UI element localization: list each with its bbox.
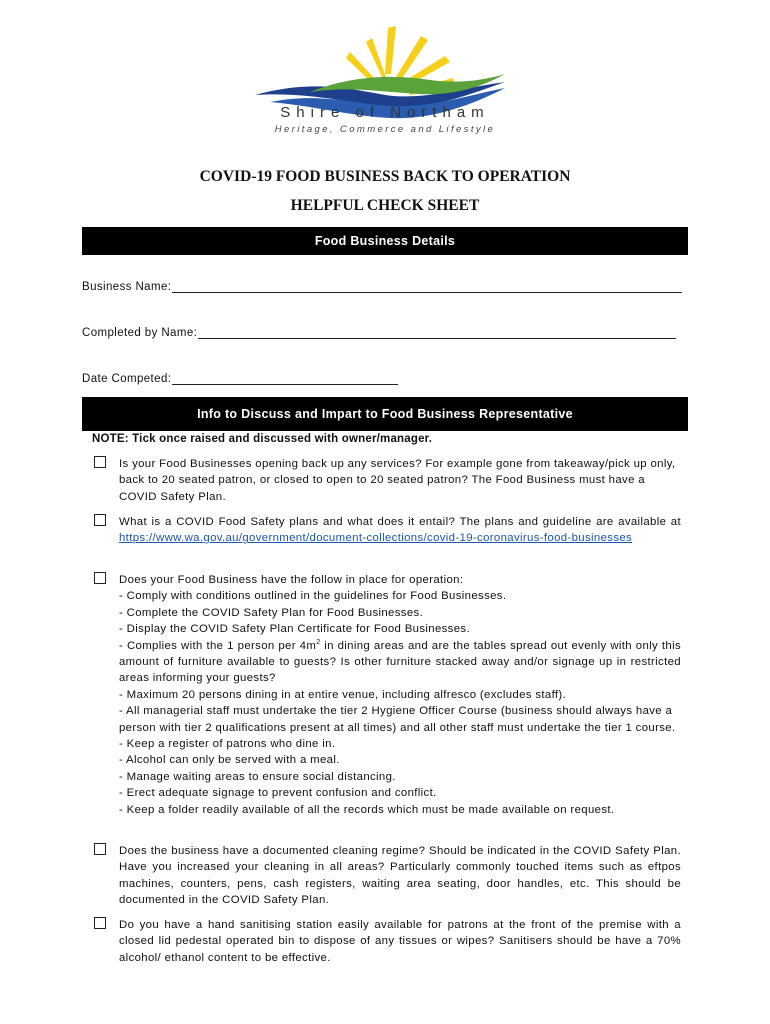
item-text: Is your Food Businesses opening back up any services? For example gone from takeaway/pick up only, back to 20 seated patron, or closed to open to 20 seated patron? The Food Business must have a COVID Safety Plan. (119, 458, 676, 503)
completed-by-field (82, 327, 676, 339)
list-item: - Keep a folder readily available of all the records which must be made available on request. (119, 803, 615, 816)
checkbox[interactable] (94, 917, 106, 929)
list-item: - Display the COVID Safety Plan Certificate for Food Businesses. (119, 623, 470, 636)
list-item-density (119, 638, 681, 687)
date-completed-field (82, 373, 398, 385)
item-text: What is a COVID Food Safety plans and what does it entail? The plans and guideline are available at (119, 516, 681, 528)
section-heading-food-business-details: Food Business Details (82, 227, 688, 255)
tick-note: NOTE: Tick once raised and discussed with owner/manager. (92, 433, 433, 445)
item-intro: Does your Food Business have the follow in place for operation: (119, 574, 464, 586)
completed-by-label: Completed by Name: (82, 327, 198, 339)
density-superscript: 2 (316, 638, 321, 646)
checklist-item-text (119, 572, 681, 818)
business-name-input[interactable] (172, 281, 682, 293)
density-text-start: - Complies with the 1 person per 4m (119, 639, 317, 652)
item-text: Does the business have a documented cleaning regime? Should be indicated in the COVID Safety Plan. Have you increased your cleaning in all areas? Particularly commonly touched items such as eftpos machines, counters, pens, cash registers, waiting area seating, door handles, etc. This should be documented in the COVID Safety Plan. (119, 845, 681, 907)
item-text: Do you have a hand sanitising station easily available for patrons at the front of the premise with a closed lid pedestal operated bin to dispose of any tissues or wipes? Sanitisers should be have a 70% alcohol/ ethanol content to be effective. (119, 919, 681, 964)
document-subtitle: HELPFUL CHECK SHEET (290, 197, 480, 214)
item-text-with-link (119, 514, 681, 547)
list-item: - Maximum 20 persons dining in at entire venue, including alfresco (excludes staff). (119, 688, 567, 701)
list-item: - Complete the COVID Safety Plan for Food Businesses. (119, 606, 424, 619)
checkbox[interactable] (94, 514, 106, 526)
business-name-field (82, 281, 682, 293)
checklist-item-text (119, 917, 681, 966)
list-item: - Manage waiting areas to ensure social distancing. (119, 770, 396, 783)
shire-name: Shire of Northam (280, 104, 490, 121)
checklist-item-text (119, 843, 681, 909)
checkbox[interactable] (94, 572, 106, 584)
checklist-item-text (119, 456, 681, 505)
checklist-item-text (119, 514, 681, 547)
covid-food-business-link[interactable]: https://www.wa.gov.au/government/document-collections/covid-19-coronavirus-food-businesses (119, 532, 633, 545)
list-item: - Erect adequate signage to prevent confusion and conflict. (119, 787, 437, 800)
checkbox[interactable] (94, 843, 106, 855)
density-text-end: in dining areas and are the tables spread out evenly with only this amount of furniture available to guests? Is other furniture stacked away and/or signage up in restricted areas informing your guests? (119, 639, 681, 685)
shire-tagline: Heritage, Commerce and Lifestyle (274, 124, 496, 135)
document-title: COVID-19 FOOD BUSINESS BACK TO OPERATION (199, 168, 571, 185)
section-heading-info-to-discuss: Info to Discuss and Impart to Food Business Representative (82, 397, 688, 431)
list-item: - Alcohol can only be served with a meal. (119, 754, 340, 767)
list-item: - All managerial staff must undertake the tier 2 Hygiene Officer Course (business should always have a person with tier 2 qualifications present at all times) and all other staff must undertake the tier 1 course. (119, 705, 676, 734)
completed-by-input[interactable] (198, 327, 676, 339)
list-item: - Comply with conditions outlined in the guidelines for Food Businesses. (119, 590, 507, 603)
shire-logo (250, 22, 520, 162)
date-completed-input[interactable] (172, 373, 398, 385)
list-item: - Keep a register of patrons who dine in. (119, 738, 336, 751)
date-completed-label: Date Competed: (82, 373, 172, 385)
checkbox[interactable] (94, 456, 106, 468)
business-name-label: Business Name: (82, 281, 172, 293)
